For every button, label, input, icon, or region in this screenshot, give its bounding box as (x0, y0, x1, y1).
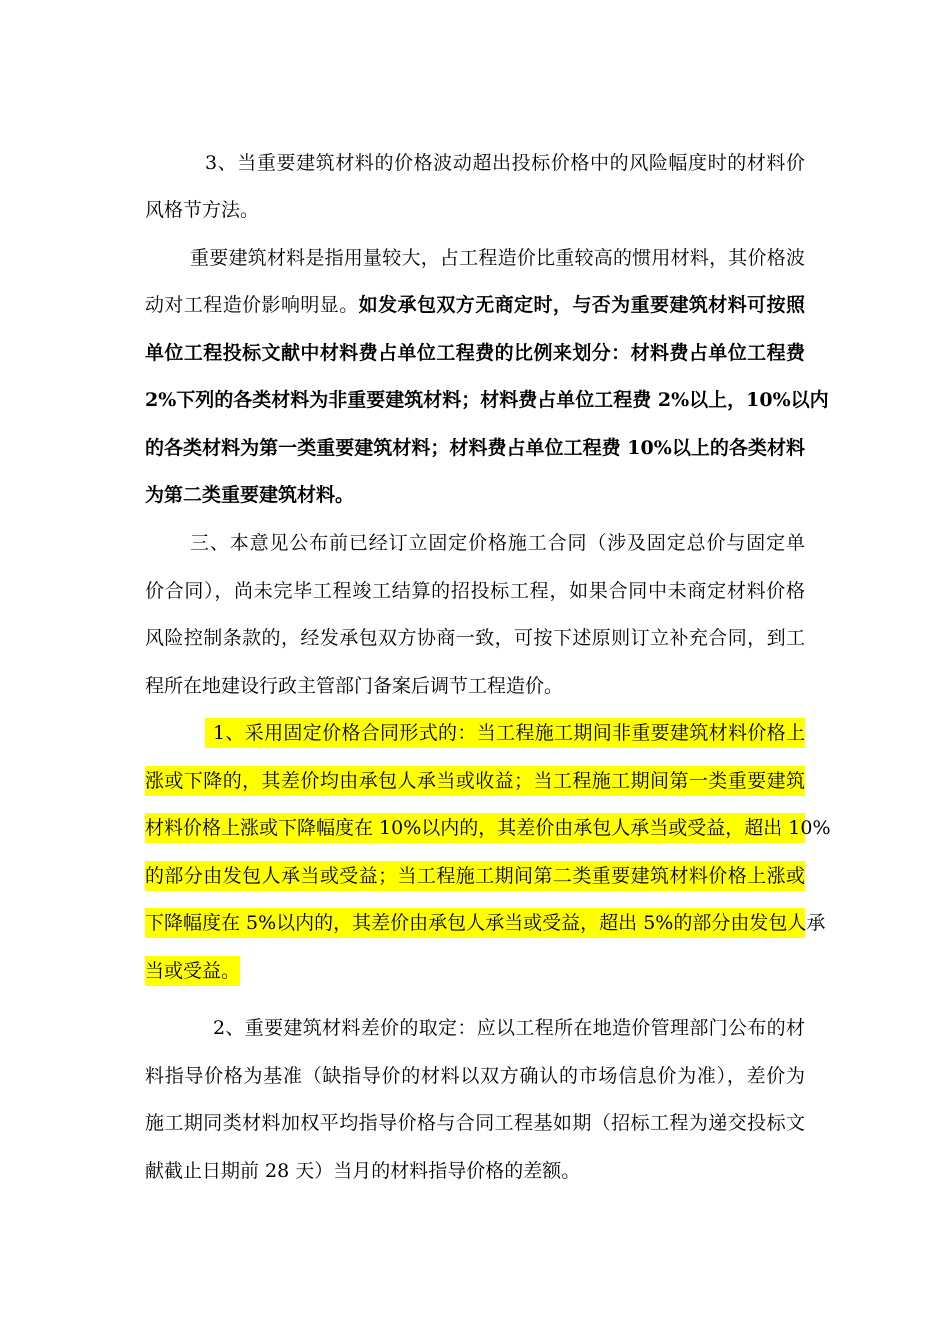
paragraph-4-line-4: 的部分由发包人承当或受益；当工程施工期间第二类重要建筑材料价格上涨或 (145, 861, 805, 891)
paragraph-3-line-1: 三、本意见公布前已经订立固定价格施工合同（涉及固定总价与固定单 (190, 532, 805, 554)
paragraph-5-line-4: 献截止日期前 28 天）当月的材料指导价格的差额。 (145, 1160, 581, 1182)
paragraph-4-line-5: 下降幅度在 5%以内的，其差价由承包人承当或受益，超出 5%的部分由发包人承 (145, 908, 805, 938)
paragraph-2-line-2 (145, 290, 805, 320)
paragraph-2-line-4: 2%下列的各类材料为非重要建筑材料；材料费占单位工程费 2%以上，10%以内 (145, 389, 829, 411)
paragraph-4-line-6: 当或受益。 (145, 956, 240, 986)
paragraph-1-line-1: 3、当重要建筑材料的价格波动超出投标价格中的风险幅度时的材料价 (205, 152, 805, 174)
paragraph-3-line-4: 程所在地建设行政主管部门备案后调节工程造价。 (145, 675, 564, 697)
paragraph-3-line-2: 价合同），尚未完毕工程竣工结算的招投标工程，如果合同中未商定材料价格 (145, 580, 805, 602)
paragraph-5-line-2: 料指导价格为基准（缺指导价的材料以双方确认的市场信息价为准），差价为 (145, 1065, 805, 1087)
paragraph-2-line-1: 重要建筑材料是指用量较大，占工程造价比重较高的惯用材料，其价格波 (190, 247, 805, 269)
paragraph-2-line-2-normal: 动对工程造价影响明显。 (145, 294, 359, 316)
paragraph-3-line-3: 风险控制条款的，经发承包双方协商一致，可按下述原则订立补充合同，到工 (145, 627, 805, 649)
paragraph-5-line-3: 施工期同类材料加权平均指导价格与合同工程基如期（招标工程为递交投标文 (145, 1112, 805, 1134)
paragraph-4-line-3: 材料价格上涨或下降幅度在 10%以内的，其差价由承包人承当或受益，超出 10% (145, 813, 805, 843)
paragraph-2-line-3: 单位工程投标文献中材料费占单位工程费的比例来划分：材料费占单位工程费 (145, 342, 805, 364)
paragraph-4-line-1: 1、采用固定价格合同形式的：当工程施工期间非重要建筑材料价格上 (205, 718, 805, 748)
paragraph-5-line-1: 2、重要建筑材料差价的取定：应以工程所在地造价管理部门公布的材 (213, 1017, 805, 1039)
paragraph-2-line-6: 为第二类重要建筑材料。 (145, 484, 355, 506)
paragraph-2-line-5: 的各类材料为第一类重要建筑材料；材料费占单位工程费 10%以上的各类材料 (145, 437, 805, 459)
paragraph-4-line-2: 涨或下降的，其差价均由承包人承当或收益；当工程施工期间第一类重要建筑 (145, 766, 805, 796)
paragraph-2-line-2-bold: 如发承包双方无商定时，与否为重要建筑材料可按照 (358, 294, 805, 316)
paragraph-1-line-2: 风格节方法。 (145, 199, 260, 221)
